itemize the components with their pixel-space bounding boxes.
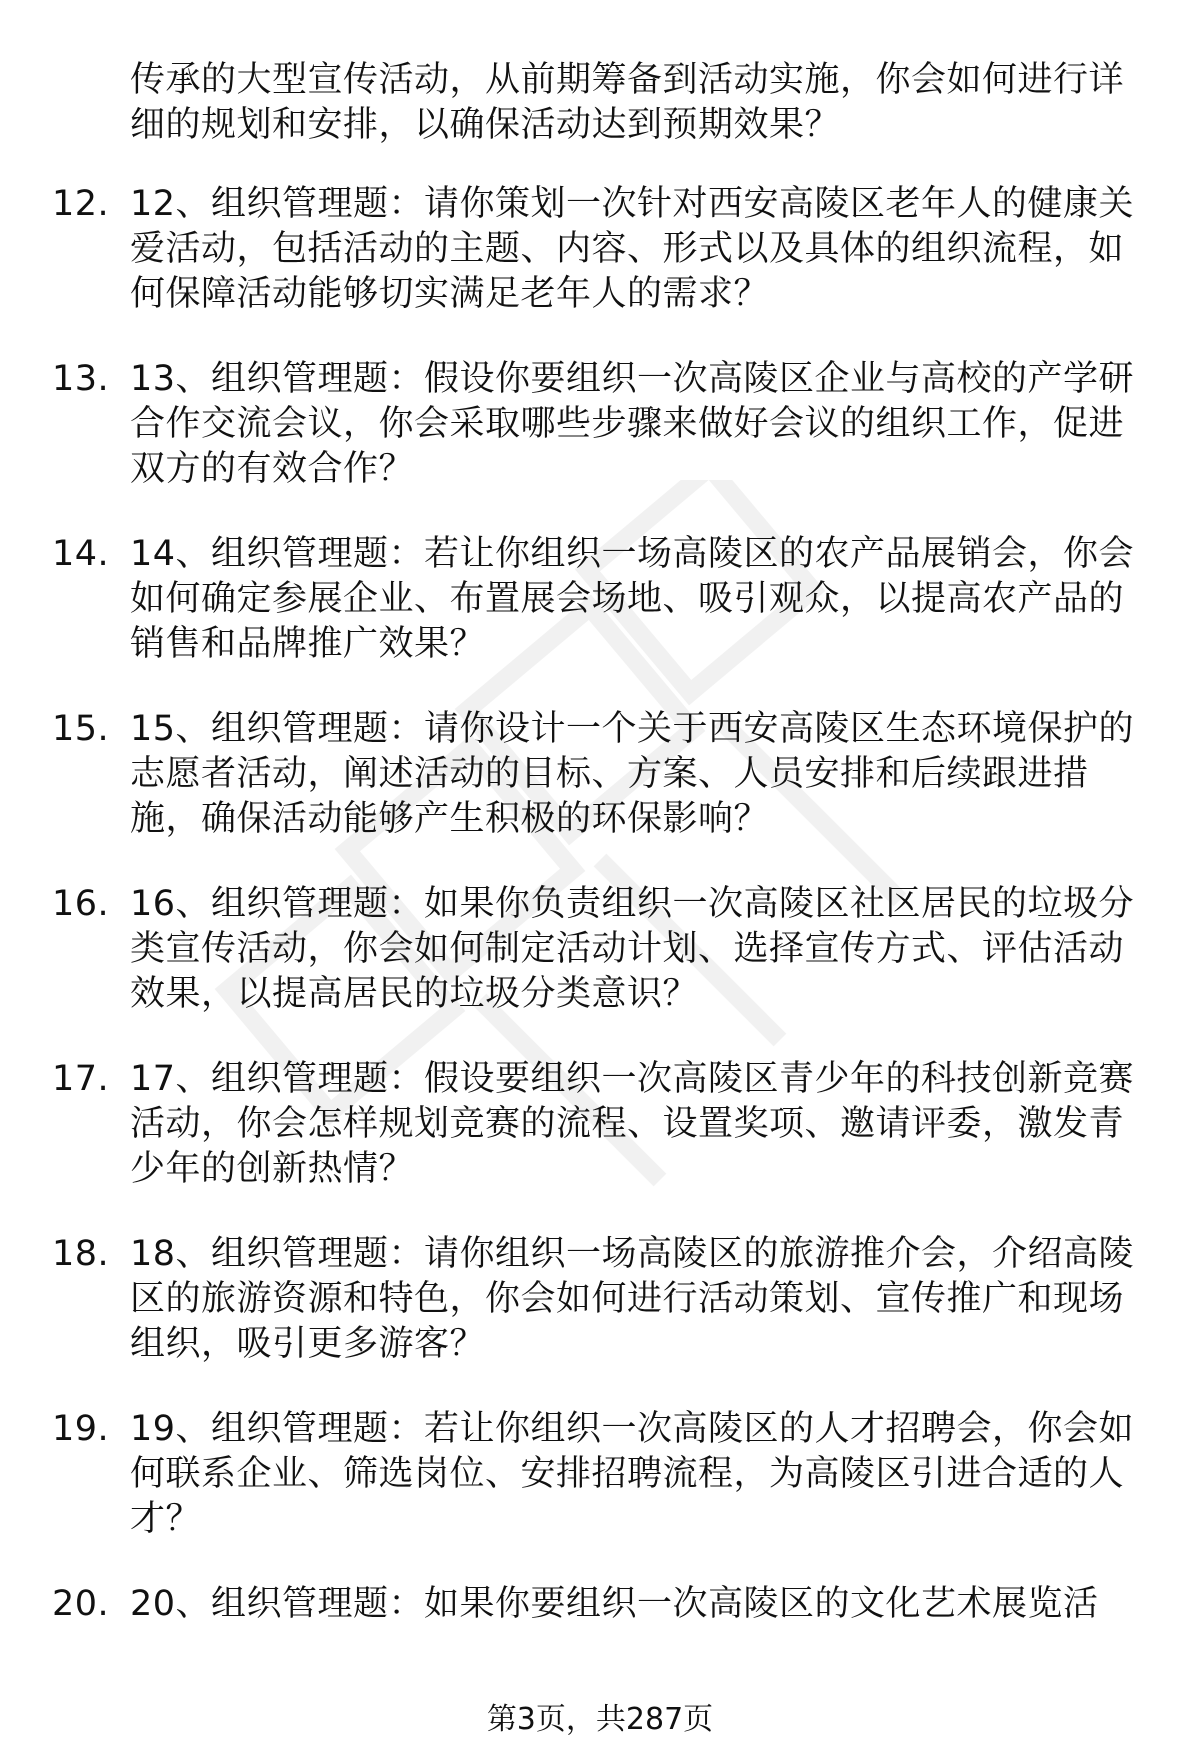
item-text: 14、组织管理题：若让你组织一场高陵区的农产品展销会，你会如何确定参展企业、布置展会场地、吸引观众，以提高农产品的销售和品牌推广效果？ xyxy=(130,534,1135,664)
list-item xyxy=(0,182,1140,317)
list-item xyxy=(0,1407,1140,1542)
question-list xyxy=(0,182,1200,1667)
list-item xyxy=(0,882,1140,1017)
item-text: 12、组织管理题：请你策划一次针对西安高陵区老年人的健康关爱活动，包括活动的主题、内容、形式以及具体的组织流程，如何保障活动能够切实满足老年人的需求？ xyxy=(130,184,1135,314)
item-number: 13. xyxy=(52,359,110,399)
item-number: 12. xyxy=(52,184,110,224)
item-number: 17. xyxy=(52,1059,110,1099)
item-number: 16. xyxy=(52,884,110,924)
item-text: 20、组织管理题：如果你要组织一次高陵区的文化艺术展览活 xyxy=(130,1584,1099,1624)
intro-paragraph: 传承的大型宣传活动，从前期筹备到活动实施，你会如何进行详细的规划和安排，以确保活动达到预期效果？ xyxy=(130,60,1125,145)
list-item xyxy=(0,357,1140,492)
item-number: 14. xyxy=(52,534,110,574)
item-text: 18、组织管理题：请你组织一场高陵区的旅游推介会，介绍高陵区的旅游资源和特色，你会如何进行活动策划、宣传推广和现场组织，吸引更多游客？ xyxy=(130,1234,1135,1364)
item-number: 20. xyxy=(52,1584,110,1624)
list-item xyxy=(0,1232,1140,1367)
item-text: 13、组织管理题：假设你要组织一次高陵区企业与高校的产学研合作交流会议，你会采取哪些步骤来做好会议的组织工作，促进双方的有效合作？ xyxy=(130,359,1135,489)
item-text: 17、组织管理题：假设要组织一次高陵区青少年的科技创新竞赛活动，你会怎样规划竞赛的流程、设置奖项、邀请评委，激发青少年的创新热情？ xyxy=(130,1059,1135,1189)
list-item xyxy=(0,707,1140,842)
list-item xyxy=(0,1582,1140,1627)
list-item xyxy=(0,532,1140,667)
item-text: 15、组织管理题：请你设计一个关于西安高陵区生态环境保护的志愿者活动，阐述活动的目标、方案、人员安排和后续跟进措施，确保活动能够产生积极的环保影响？ xyxy=(130,709,1135,839)
item-number: 19. xyxy=(52,1409,110,1449)
item-number: 18. xyxy=(52,1234,110,1274)
item-text: 19、组织管理题：若让你组织一次高陵区的人才招聘会，你会如何联系企业、筛选岗位、安排招聘流程，为高陵区引进合适的人才？ xyxy=(130,1409,1135,1539)
page-footer: 第3页，共287页 xyxy=(486,1702,714,1737)
item-number: 15. xyxy=(52,709,110,749)
item-text: 16、组织管理题：如果你负责组织一次高陵区社区居民的垃圾分类宣传活动，你会如何制定活动计划、选择宣传方式、评估活动效果，以提高居民的垃圾分类意识？ xyxy=(130,884,1135,1014)
list-item xyxy=(0,1057,1140,1192)
